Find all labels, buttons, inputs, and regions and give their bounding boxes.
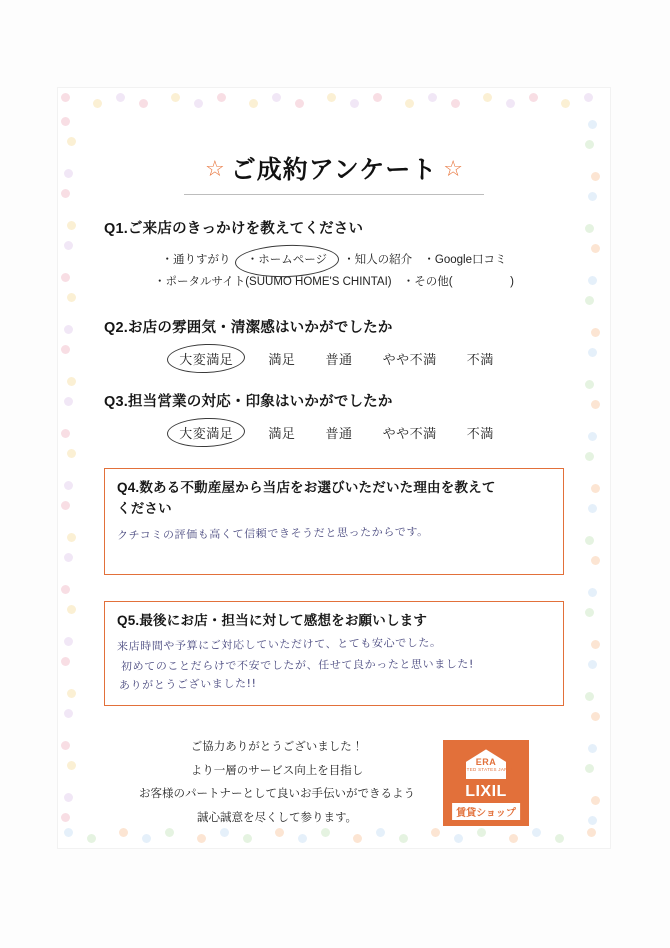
lixil-era-logo — [443, 740, 529, 826]
era-logo-text: ERA — [475, 757, 497, 768]
q4-answer-line-1: クチコミの評価も高くて信頼できそうだと思ったからです。 — [116, 524, 429, 542]
footer — [104, 736, 564, 830]
q1-heading: Q1.ご来店のきっかけを教えてください — [104, 221, 364, 237]
q4-heading-line2: ください — [117, 500, 172, 516]
footer-line-1: ご協力ありがとうございました！ — [190, 741, 364, 754]
q2-heading: Q2.お店の雰囲気・清潔感はいかがでしたか — [104, 319, 393, 336]
question-q2 — [104, 316, 564, 368]
q1-options-line2 — [104, 272, 564, 294]
q4-heading-line1: Q4.数ある不動産屋から当店をお選びいただいた理由を教えて — [117, 479, 496, 495]
q3-scale-satisfied[interactable]: 満足 — [268, 425, 296, 441]
question-q4-box — [104, 468, 564, 575]
q1-option-walkin[interactable]: ・通りすがり — [161, 254, 231, 266]
footer-line-2: より一層のサービス向上を目指し — [190, 764, 364, 777]
footer-message — [139, 736, 415, 830]
era-logo-subtext: UNITED STATES JAPAN — [458, 767, 514, 773]
lixil-brand-text: LIXIL — [465, 783, 507, 801]
q1-option-other[interactable]: ・その他( ) — [402, 275, 514, 288]
q2-scale-dissatisfied[interactable]: 不満 — [466, 351, 494, 367]
q2-scale-neutral[interactable]: 普通 — [325, 351, 353, 367]
q2-scale-very-satisfied[interactable]: 大変満足 — [174, 349, 238, 368]
title-divider — [184, 194, 484, 195]
sheet-content — [104, 122, 564, 824]
q3-heading: Q3.担当営業の対応・印象はいかがでしたか — [104, 393, 393, 410]
q4-answer[interactable] — [117, 526, 551, 564]
q1-options — [104, 250, 564, 294]
question-q1 — [104, 217, 564, 294]
footer-line-3: お客様のパートナーとして良いお手伝いができるよう — [139, 788, 415, 801]
page-title — [104, 150, 564, 195]
q1-option-google-review[interactable]: ・Google口コミ — [423, 254, 507, 266]
q1-options-line1 — [104, 250, 564, 272]
q2-scale-somewhat-dissatisfied[interactable]: やや不満 — [382, 351, 437, 367]
footer-line-4: 誠心誠意を尽くして参ります。 — [196, 811, 358, 824]
q3-scale-very-satisfied[interactable]: 大変満足 — [174, 423, 238, 442]
question-q3 — [104, 390, 564, 442]
page-title-text: ご成約アンケート — [230, 156, 438, 184]
q5-answer-line-1: 来店時間や予算にご対応していただけて、とても安心でした。 — [116, 636, 442, 654]
survey-sheet — [58, 88, 610, 848]
q2-scale — [104, 349, 564, 368]
q5-heading: Q5.最後にお店・担当に対して感想をお願いします — [117, 612, 428, 628]
q5-answer[interactable] — [117, 637, 551, 695]
q5-answer-line-2: 初めてのことだらけで不安でしたが、任せて良かったと思いました! — [120, 657, 475, 673]
q1-option-portal-site[interactable]: ・ポータルサイト(SUUMO HOME'S CHINTAI) — [154, 275, 392, 288]
q5-answer-line-3: ありがとうございました!! — [118, 676, 257, 692]
question-q5-box — [104, 601, 564, 707]
lixil-shop-text: 賃貸ショップ — [452, 803, 520, 820]
q3-scale-somewhat-dissatisfied[interactable]: やや不満 — [382, 425, 437, 441]
q3-scale-neutral[interactable]: 普通 — [325, 425, 353, 441]
star-icon-left: ☆ — [205, 156, 225, 181]
q3-scale — [104, 423, 564, 442]
q2-scale-satisfied[interactable]: 満足 — [268, 351, 296, 367]
star-icon-right: ☆ — [443, 156, 463, 181]
q1-option-referral[interactable]: ・知人の紹介 — [343, 254, 413, 266]
q3-scale-dissatisfied[interactable]: 不満 — [466, 425, 494, 441]
q1-option-homepage[interactable]: ・ホームページ — [242, 250, 332, 272]
